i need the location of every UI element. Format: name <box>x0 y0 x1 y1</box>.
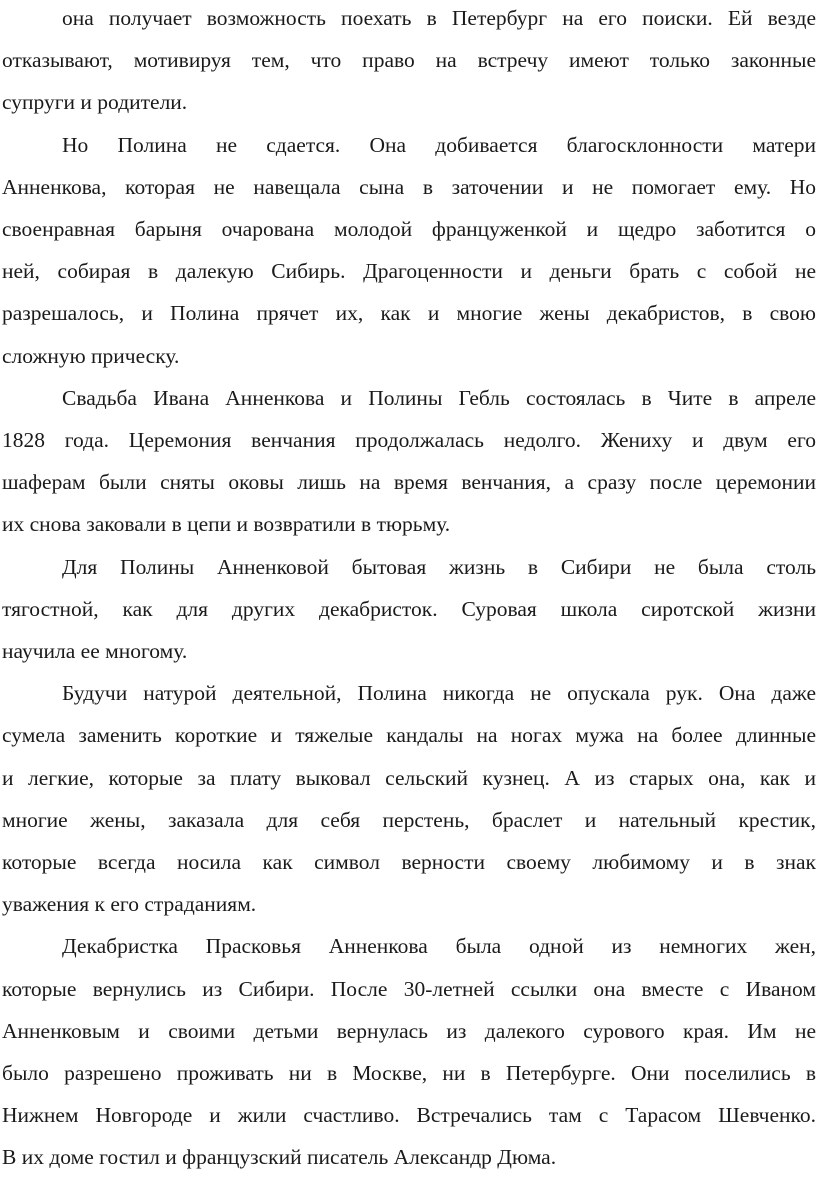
text-line: Свадьба Ивана Анненкова и Полины Гебль состоялась в Чите в апреле <box>62 385 816 410</box>
text-line: которые вернулись из Сибири. После 30-летней ссылки она вместе с Иваном <box>2 976 816 1001</box>
text-line: ней, собирая в далекую Сибирь. Драгоценности и деньги брать с собой не <box>2 259 816 284</box>
text-line: научила ее многому. <box>2 639 188 664</box>
text-line: многие жены, заказала для себя перстень, браслет и нательный крестик, <box>2 807 816 832</box>
paragraph-4 <box>2 546 816 673</box>
text-line: Но Полина не сдается. Она добивается благосклонности матери <box>62 132 816 157</box>
text-line: своенравная барыня очарована молодой француженкой и щедро заботится о <box>2 217 816 242</box>
text-line: Будучи натурой деятельной, Полина никогда не опускала рук. Она даже <box>62 681 816 706</box>
text-line: уважения к его страданиям. <box>2 892 257 917</box>
text-line: было разрешено проживать ни в Москве, ни в Петербурге. Они поселились в <box>2 1061 816 1086</box>
paragraph-3 <box>2 377 816 546</box>
paragraph-2 <box>2 124 816 377</box>
text-line: В их доме гостил и французский писатель Александр Дюма. <box>2 1145 557 1170</box>
text-line: Нижнем Новгороде и жили счастливо. Встречались там с Тарасом Шевченко. <box>2 1103 816 1128</box>
paragraph-5 <box>2 672 816 925</box>
text-line: тягостной, как для других декабристок. Суровая школа сиротской жизни <box>2 596 816 621</box>
text-line: Анненковым и своими детьми вернулась из далекого сурового края. Им не <box>2 1018 816 1043</box>
text-line: она получает возможность поехать в Петербург на его поиски. Ей везде <box>62 6 816 30</box>
text-line: разрешалось, и Полина прячет их, как и многие жены декабристов, в свою <box>2 301 816 326</box>
text-line: Декабристка Прасковья Анненкова была одной из немногих жен, <box>62 934 816 959</box>
paragraph-1 <box>2 0 816 124</box>
text-line: и легкие, которые за плату выковал сельский кузнец. А из старых она, как и <box>2 765 816 790</box>
text-line: Анненкова, которая не навещала сына в заточении и не помогает ему. Но <box>2 174 816 199</box>
text-line: сложную прическу. <box>2 343 180 368</box>
paragraph-6 <box>2 925 816 1178</box>
text-line: отказывают, мотивируя тем, что право на встречу имеют только законные <box>2 48 816 73</box>
text-line: шаферам были сняты оковы лишь на время венчания, а сразу после церемонии <box>2 470 816 495</box>
text-line: их снова заковали в цепи и возвратили в тюрьму. <box>2 512 451 537</box>
text-line: которые всегда носила как символ верности своему любимому и в знак <box>2 850 816 875</box>
text-line: супруги и родители. <box>2 90 188 115</box>
text-line: 1828 года. Церемония венчания продолжалась недолго. Жениху и двум его <box>2 428 816 453</box>
text-line: сумела заменить короткие и тяжелые кандалы на ногах мужа на более длинные <box>2 723 816 748</box>
text-line: Для Полины Анненковой бытовая жизнь в Сибири не была столь <box>62 554 816 579</box>
